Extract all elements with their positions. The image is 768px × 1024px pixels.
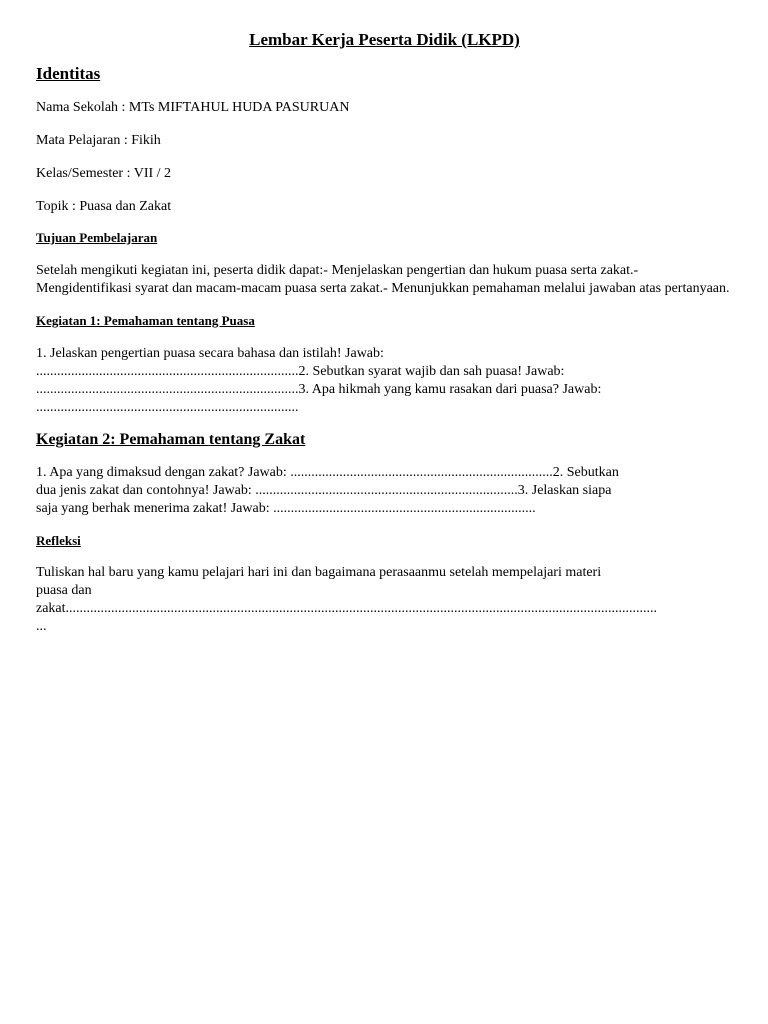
tujuan-text: Setelah mengikuti kegiatan ini, peserta didik dapat:- Menjelaskan pengertian dan hukum puasa serta zakat.- Mengidentifikasi syarat dan macam-macam puasa serta zakat.- Menunjukkan pemahaman melalui jawaban atas pertanyaan. (36, 263, 730, 296)
refleksi-line: Tuliskan hal baru yang kamu pelajari hari ini dan bagaimana perasaanmu setelah mempelajari materi (36, 565, 602, 580)
worksheet-page (36, 29, 733, 636)
nama-sekolah: Nama Sekolah : MTs MIFTAHUL HUDA PASURUAN (36, 100, 350, 115)
refleksi-prompt (36, 564, 733, 636)
kegiatan1-line: ........................................................................... (36, 400, 299, 415)
identitas-heading: Identitas (36, 64, 101, 83)
kegiatan2-questions (36, 464, 733, 518)
kegiatan2-line: dua jenis zakat dan contohnya! Jawab: ...........................................................................3. Jelaskan siapa (36, 483, 612, 498)
kegiatan2-heading: Kegiatan 2: Pemahaman tentang Zakat (36, 431, 306, 448)
kegiatan1-heading: Kegiatan 1: Pemahaman tentang Puasa (36, 313, 255, 328)
kegiatan2-line: 1. Apa yang dimaksud dengan zakat? Jawab: ...........................................................................2. Sebutkan (36, 465, 619, 480)
kegiatan1-line: ...........................................................................3. Apa hikmah yang kamu rasakan dari puasa? Jawab: (36, 382, 602, 397)
kegiatan1-line: 1. Jelaskan pengertian puasa secara bahasa dan istilah! Jawab: (36, 346, 384, 361)
kegiatan1-line: ...........................................................................2. Sebutkan syarat wajib dan sah puasa! Jawab: (36, 364, 565, 379)
refleksi-heading: Refleksi (36, 533, 81, 548)
document-title: Lembar Kerja Peserta Didik (LKPD) (249, 30, 520, 49)
kegiatan1-questions (36, 345, 733, 417)
kegiatan2-line: saja yang berhak menerima zakat! Jawab: ........................................................................... (36, 501, 536, 516)
refleksi-line: ... (36, 619, 47, 634)
topik: Topik : Puasa dan Zakat (36, 199, 172, 214)
tujuan-heading: Tujuan Pembelajaran (36, 230, 158, 245)
refleksi-answer-line: zakat......................................................................................................................................................................... (36, 601, 658, 616)
kelas-semester: Kelas/Semester : VII / 2 (36, 166, 172, 181)
mata-pelajaran: Mata Pelajaran : Fikih (36, 133, 161, 148)
refleksi-line: puasa dan (36, 583, 92, 598)
